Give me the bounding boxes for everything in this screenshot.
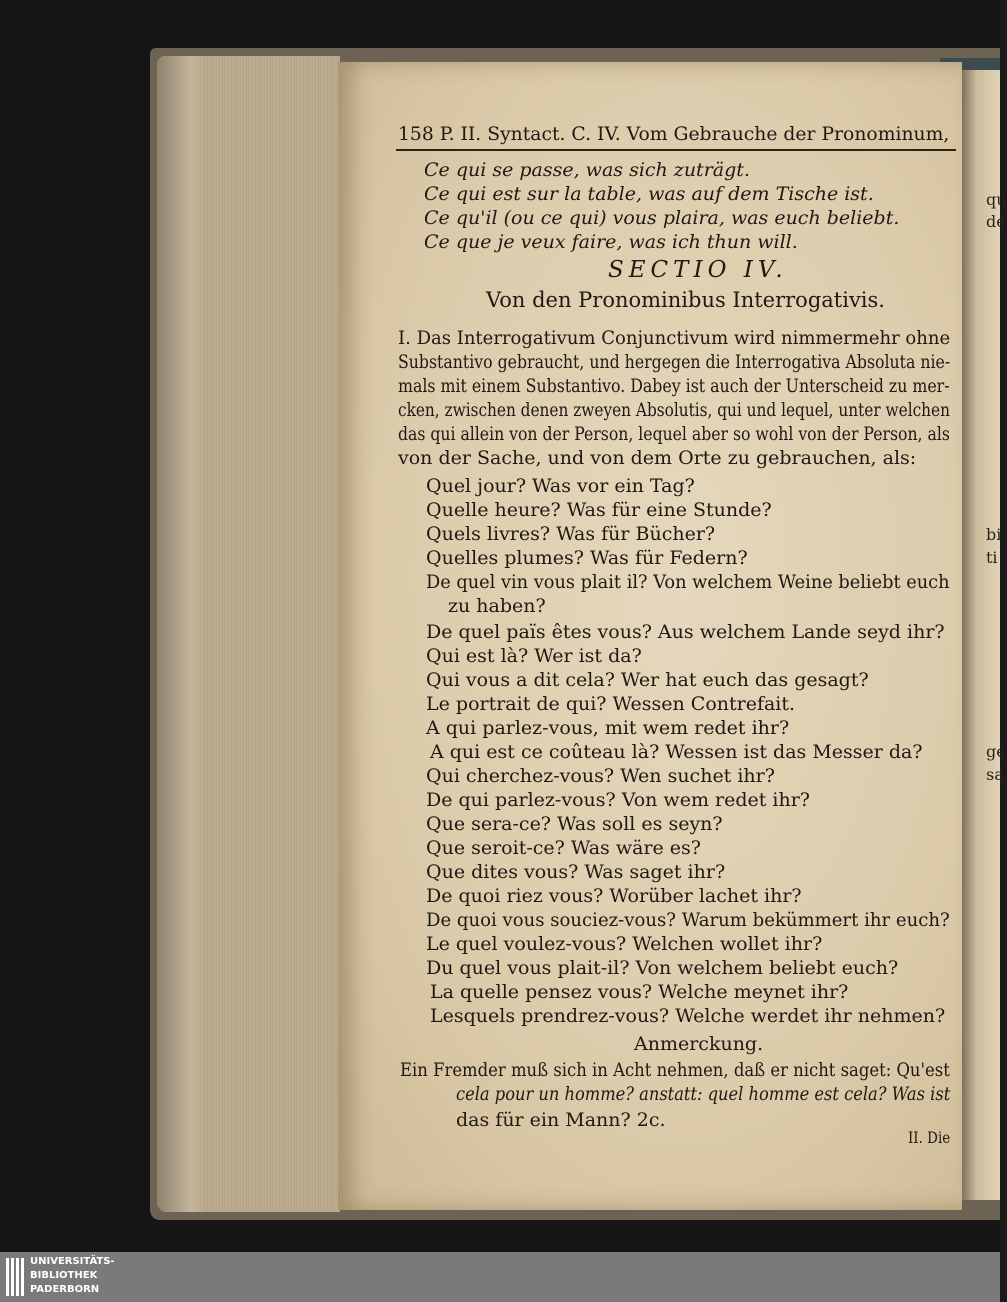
paragraph-line: das qui allein von der Person, lequel aber so wohl von der Person, als [398,423,950,445]
text-line: Ce que je veux faire, was ich thun will. [424,231,798,253]
example-line: zu haben? [448,595,546,617]
paragraph-line: cken, zwischen denen zweyen Absolutis, qui und lequel, unter welchen [398,399,950,421]
example-line: De quel païs êtes vous? Aus welchem Lande seyd ihr? [426,621,945,643]
example-line: De quel vin vous plait il? Von welchem Weine beliebt euch [426,571,950,593]
note-line: cela pour un homme? anstatt: quel homme est cela? Was ist [456,1083,951,1105]
example-line: A qui parlez-vous, mit wem redet ihr? [426,717,790,739]
next-page-fragment: de [986,212,1006,231]
book-page [338,62,962,1210]
logo-line: BIBLIOTHEK [30,1270,98,1281]
note-line: das für ein Mann? 2c. [456,1109,666,1131]
example-line: Lesquels prendrez-vous? Welche werdet ihr nehmen? [430,1005,946,1027]
example-line: Que sera-ce? Was soll es seyn? [426,813,723,835]
logo-line: UNIVERSITÄTS- [30,1256,115,1267]
example-line: La quelle pensez vous? Welche meynet ihr? [430,981,849,1003]
example-line: Qui est là? Wer ist da? [426,645,642,667]
example-line: De quoi riez vous? Worüber lachet ihr? [426,885,802,907]
section-title: SECTIO IV. [608,257,788,283]
page-edges [157,56,340,1212]
section-subtitle: Von den Pronominibus Interrogativis. [486,288,885,312]
note-title: Anmerckung. [634,1033,764,1055]
paragraph-line: von der Sache, und von dem Orte zu gebrauchen, als: [398,447,917,469]
example-line: De quoi vous souciez-vous? Warum bekümmert ihr euch? [426,909,950,931]
text-line: Ce qu'il (ou ce qui) vous plaira, was euch beliebt. [424,207,900,229]
catchword: II. Die [908,1128,951,1147]
paragraph-line: Substantivo gebraucht, und hergegen die Interrogativa Absoluta nie- [398,351,951,373]
example-line: Que seroit-ce? Was wäre es? [426,837,701,859]
library-logo-text [30,1255,115,1297]
running-header: 158 P. II. Syntact. C. IV. Vom Gebrauche der Pronominum, [398,123,950,145]
example-line: Le quel voulez-vous? Welchen wollet ihr? [426,933,823,955]
header-rule [396,149,956,151]
example-line: Quelle heure? Was für eine Stunde? [426,499,772,521]
example-line: De qui parlez-vous? Von wem redet ihr? [426,789,810,811]
text-line: Ce qui est sur la table, was auf dem Tische ist. [424,183,874,205]
next-page-fragment: bi [986,525,1002,544]
text-line: Ce qui se passe, was sich zuträgt. [424,159,750,181]
example-line: Le portrait de qui? Wessen Contrefait. [426,693,796,715]
example-line: A qui est ce coûteau là? Wessen ist das Messer da? [430,741,923,763]
next-page-fragment: qu [986,190,1007,209]
next-page-fragment: sa [986,765,1004,784]
facing-page-edge [958,70,1007,1200]
logo-line: PADERBORN [30,1284,100,1295]
example-line: Qui vous a dit cela? Wer hat euch das gesagt? [426,669,869,691]
paragraph-line: mals mit einem Substantivo. Dabey ist auch der Unterscheid zu mer- [398,375,950,397]
example-line: Que dites vous? Was saget ihr? [426,861,726,883]
example-line: Quels livres? Was für Bücher? [426,523,716,545]
library-logo-icon [6,1258,26,1296]
example-line: Quelles plumes? Was für Federn? [426,547,748,569]
example-line: Quel jour? Was vor ein Tag? [426,475,695,497]
note-line: Ein Fremder muß sich in Acht nehmen, daß er nicht saget: Qu'est [400,1059,950,1081]
example-line: Du quel vous plait-il? Von welchem beliebt euch? [426,957,899,979]
page-text [338,62,962,1210]
paragraph-line: I. Das Interrogativum Conjunctivum wird nimmermehr ohne [398,327,951,349]
example-line: Qui cherchez-vous? Wen suchet ihr? [426,765,775,787]
footer-bar [0,1252,1000,1302]
next-page-fragment: ti [986,548,998,567]
next-page-fragment: ge [986,742,1006,761]
